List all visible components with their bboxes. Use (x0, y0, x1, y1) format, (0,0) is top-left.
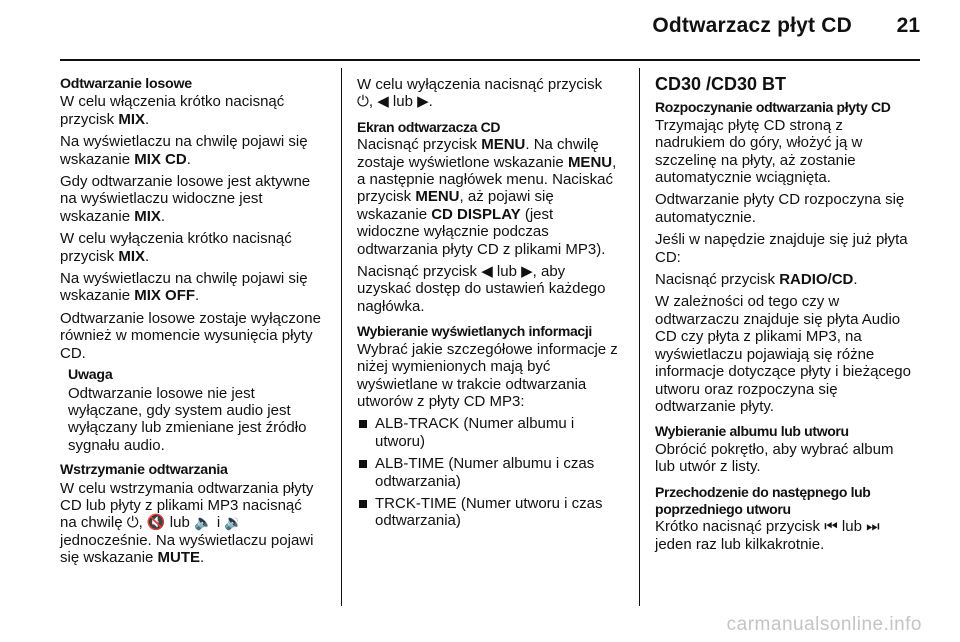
right-arrow-icon: ▶ (417, 93, 429, 111)
column-1 (60, 76, 322, 572)
mute-icon: 🔇 (146, 514, 166, 532)
list-item: ALB-TRACK (Numer albumu i utworu) (357, 415, 619, 450)
paragraph: W celu wyłączenia krótko nacisnąć przycisk MIX. (60, 230, 292, 265)
power-icon: ⏻ (126, 514, 139, 532)
section-heading-next: Przechodzenie do następnego lub poprzedniego utworu (655, 483, 871, 517)
section-heading-pause: Wstrzymanie odtwarzania (60, 462, 228, 479)
note-heading: Uwaga (68, 367, 113, 384)
list-item: TRCK-TIME (Numer utworu i czas odtwarzania) (357, 495, 619, 530)
paragraph: Obrócić pokrętło, aby wybrać album lub utwór z listy. (655, 440, 894, 476)
header-divider (60, 59, 920, 61)
column-3 (655, 76, 917, 558)
paragraph: Trzymając płytę CD stroną z nadrukiem do góry, włożyć ją w szczelinę na płyty, aż zostanie automatycznie wciągnięta. (655, 116, 863, 187)
paragraph: Odtwarzanie losowe zostaje wyłączone również w momencie wysunięcia płyty CD. (60, 309, 321, 362)
column-divider-1 (341, 68, 342, 606)
section-heading-info: Wybieranie wyświetlanych informacji (357, 323, 592, 340)
paragraph: Na wyświetlaczu na chwilę pojawi się wskazanie MIX CD. (60, 133, 308, 168)
right-arrow-icon: ▶ (521, 263, 533, 281)
previous-track-icon: ⏮ (824, 518, 838, 536)
column-divider-2 (639, 68, 640, 606)
paragraph: Na wyświetlaczu na chwilę pojawi się wskazanie MIX OFF. (60, 270, 308, 305)
section-heading-display: Ekran odtwarzacza CD (357, 118, 501, 135)
page-header (0, 0, 960, 62)
section-title: CD30 /CD30 BT (655, 74, 787, 94)
paragraph: Gdy odtwarzanie losowe jest aktywne na wyświetlaczu widoczne jest wskazanie MIX. (60, 173, 311, 225)
note-text: Odtwarzanie losowe nie jest wyłączane, gdy system audio jest wyłączany lub zmieniane jest źródło sygnału audio. (68, 384, 307, 454)
page-title: Odtwarzacz płyt CD (652, 14, 852, 37)
section-heading-start: Rozpoczynanie odtwarzania płyty CD (655, 99, 891, 116)
paragraph: Odtwarzanie płyty CD rozpoczyna się automatycznie. (655, 191, 905, 226)
column-2 (357, 76, 619, 536)
paragraph: Nacisnąć przycisk RADIO/CD. (655, 271, 858, 289)
paragraph: W celu włączenia krótko nacisnąć przycisk MIX. (60, 93, 285, 128)
paragraph: W zależności od tego czy w odtwarzaczu znajduje się płyta Audio CD czy płyta z plikami MP3, na wyświetlaczu pojawiają się różne informacje dotyczące płyty i bieżącego utworu oraz rozpoczyna się odtwarzanie płyty. (655, 293, 911, 415)
paragraph: Krótko nacisnąć przycisk ⏮ lub ⏭ jeden raz lub kilkakrotnie. (655, 518, 880, 553)
page-number: 21 (896, 14, 920, 37)
section-heading-random: Odtwarzanie losowe (60, 76, 192, 92)
note-box (68, 367, 322, 454)
paragraph: Wybrać jakie szczegółowe informacje z niżej wymienionych mają być wyświetlane w trakcie odtwarzania utworów z płyty CD MP3: (357, 340, 618, 410)
paragraph: W celu wyłączenia nacisnąć przycisk ⏻, ◀ lub ▶. (357, 76, 603, 111)
power-icon: ⏻ (357, 93, 369, 111)
paragraph: W celu wstrzymania odtwarzania płyty CD lub płyty z plikami MP3 nacisnąć na chwilę ⏻, 🔇 lub 🔈 i 🔉 jednocześnie. Na wyświetlaczu pojawi się wskazanie MUTE. (60, 479, 314, 567)
next-track-icon: ⏭ (866, 518, 880, 536)
paragraph: Nacisnąć przycisk MENU. Na chwilę zostaje wyświetlone wskazanie MENU, a następnie nagłówek menu. Naciskać przycisk MENU, aż pojawi się wskazanie CD DISPLAY (jest widoczne wyłącznie podczas odtwarzania płyty CD z plikami MP3). (357, 136, 617, 258)
volume-up-icon: 🔉 (224, 514, 244, 532)
volume-down-icon: 🔈 (193, 514, 213, 532)
list-item: ALB-TIME (Numer albumu i czas odtwarzania) (357, 455, 619, 490)
paragraph: Jeśli w napędzie znajduje się już płyta CD: (655, 231, 908, 266)
left-arrow-icon: ◀ (481, 263, 493, 281)
paragraph: Nacisnąć przycisk ◀ lub ▶, aby uzyskać dostęp do ustawień każdego nagłówka. (357, 263, 606, 315)
section-heading-album: Wybieranie albumu lub utworu (655, 423, 849, 440)
watermark: carmanualsonline.info (726, 614, 922, 635)
info-options-list (357, 415, 619, 529)
left-arrow-icon: ◀ (377, 93, 389, 111)
